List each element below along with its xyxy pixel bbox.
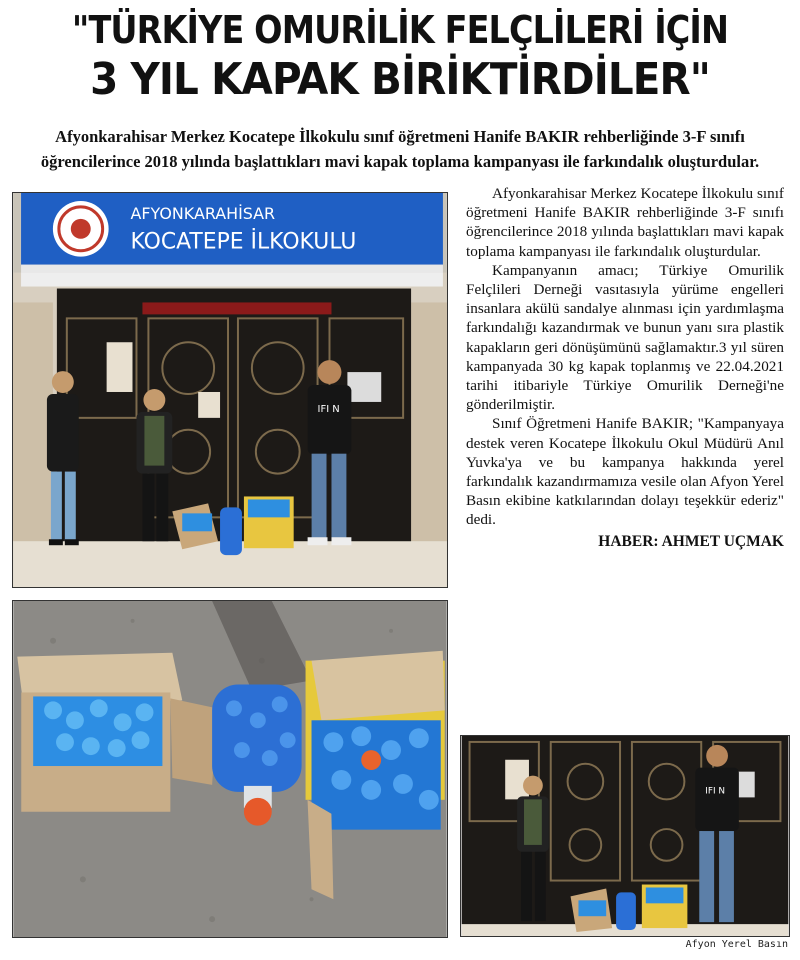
byline: HABER: AHMET UÇMAK — [598, 532, 784, 550]
article-body — [466, 184, 784, 551]
lead-paragraph: Afyonkarahisar Merkez Kocatepe İlkokulu sınıf öğretmeni Hanife BAKIR rehberliğinde 3-F sınıfı öğrencilerince 2018 yılında başlattıkları mavi kapak toplama kampanyası ile farkındalık oluşturdular. — [40, 127, 760, 171]
article-paragraph-2: Kampanyanın amacı; Türkiye Omurilik Felçlileri Derneği vasıtasıyla yürüme engelleri insanlara akülü sandalye alınması için yardımlaşma farkındalığı kazandırmak ve bunun yanı sıra plastik kapakların geri dönüşümünü sağlamaktır.3 yıl süren kampanyada 30 kg kapak toplanmış ve 22.04.2021 tarihi itibariyle Türkiye Omurilik Derneği'ne gönderilmiştir. — [466, 261, 784, 414]
article-paragraph-1: Afyonkarahisar Merkez Kocatepe İlkokulu sınıf öğretmeni Hanife BAKIR rehberliğinde 3-F sınıfı öğrencilerince 2018 yılında başlattıkları mavi kapak toplama kampanyası ile farkındalık oluşturdular. — [466, 185, 784, 260]
sign-line-2: KOCATEPE İLKOKULU — [130, 229, 357, 255]
article-paragraph-3: Sınıf Öğretmeni Hanife BAKIR; "Kampanyaya destek veren Kocatepe İlkokulu Okul Müdürü Anıl Yuvka'ya ve bu kampanya hakkında yerel farkındalık kazandırmamıza vesile olan Afyon Yerel Basın ekibine katkılarından dolayı teşekkür ederiz" dedi. — [466, 415, 784, 529]
small-group-illustration — [461, 736, 789, 936]
sign-line-1: AFYONKARAHİSAR — [130, 203, 276, 223]
headline-line-2: 3 YIL KAPAK BİRİKTİRDİLER" — [90, 54, 710, 105]
school-entrance-photo — [12, 192, 448, 588]
school-entrance-illustration — [13, 193, 447, 587]
headline — [0, 6, 800, 106]
bottle-caps-illustration — [13, 601, 447, 937]
bottle-caps-photo — [12, 600, 448, 938]
small-group-photo — [460, 735, 790, 937]
shirt-text: IFI N — [317, 403, 340, 415]
headline-line-1: "TÜRKİYE OMURİLİK FELÇLİLERİ İÇİN — [71, 8, 729, 52]
small-shirt-text: IFI N — [705, 786, 726, 797]
photo-credit: Afyon Yerel Basın — [685, 939, 788, 950]
